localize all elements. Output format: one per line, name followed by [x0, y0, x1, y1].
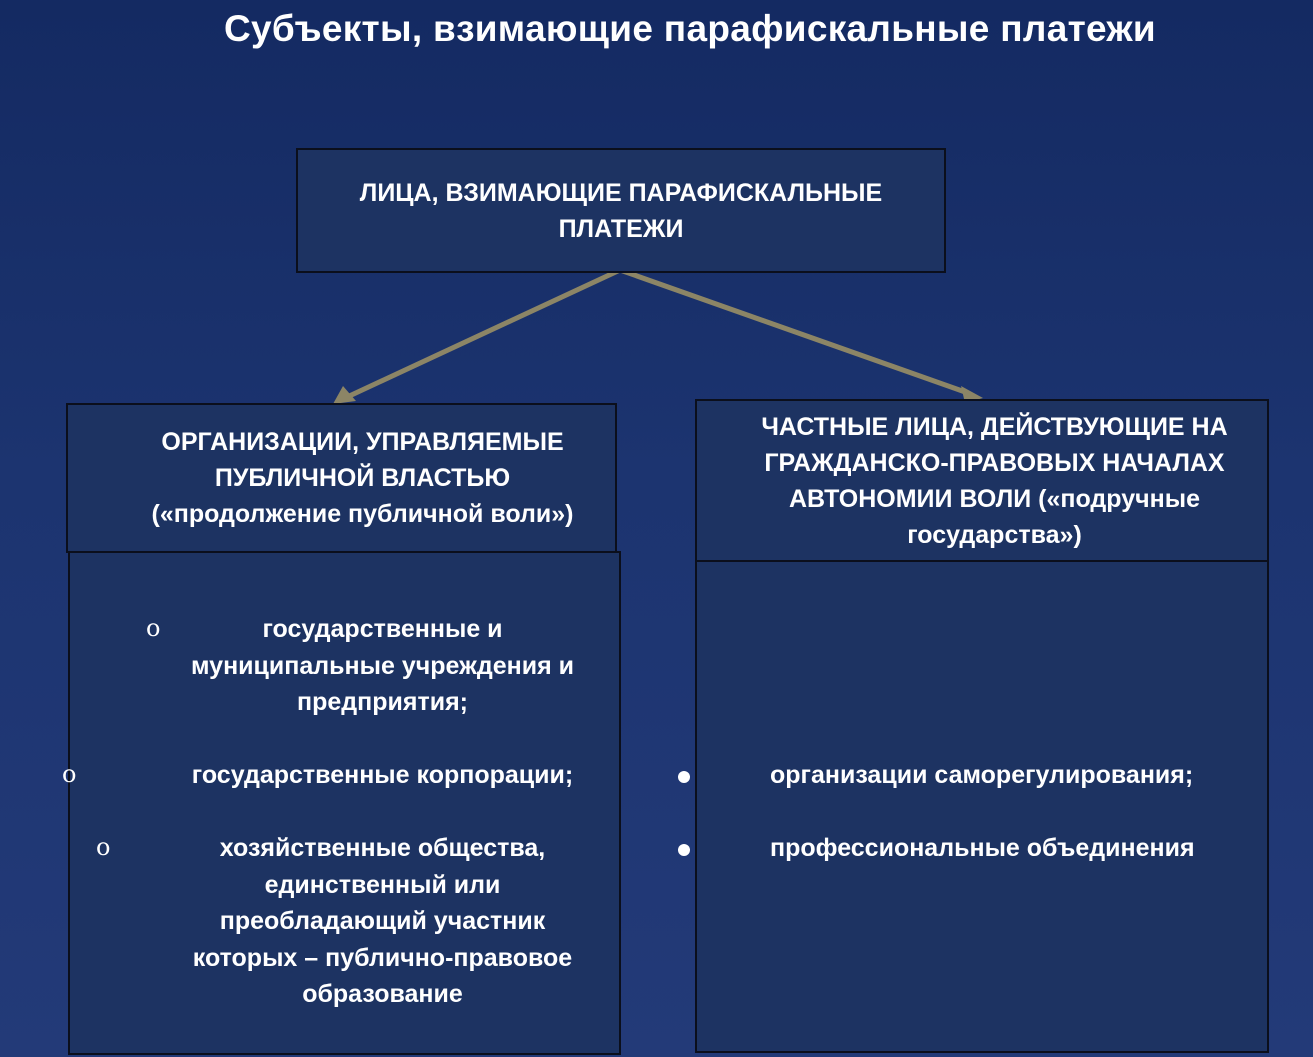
bullet-marker: o [96, 833, 111, 861]
list-item-line: единственный или [264, 870, 501, 899]
bullet-dot [678, 771, 690, 783]
right-heading-line: ГРАЖДАНСКО-ПРАВОВЫХ НАЧАЛАХ [764, 448, 1225, 477]
list-item-line: государственные и [262, 615, 503, 643]
bullet-marker: o [62, 760, 77, 788]
right-heading-line: АВТОНОМИИ ВОЛИ («подручные [788, 484, 1201, 513]
root-node [296, 148, 946, 273]
left-branch-heading [66, 403, 617, 553]
left-heading-line: ПУБЛИЧНОЙ ВЛАСТЬЮ [214, 464, 511, 492]
list-item-line: муниципальные учреждения и [191, 651, 574, 680]
list-item [155, 757, 610, 794]
list-item-line: которых – публично-правовое [192, 943, 573, 972]
arrow-to-right [620, 270, 968, 393]
right-heading-line: государства») [907, 520, 1082, 549]
list-item: организации саморегулирования; [770, 761, 1194, 789]
right-branch-heading [695, 399, 1269, 562]
arrow-to-left [345, 270, 620, 398]
list-item-line: образование [302, 980, 463, 1008]
left-heading-line: («продолжение публичной воли») [151, 500, 574, 528]
right-branch-body [695, 560, 1269, 1053]
list-item-line: хозяйственные общества, [219, 834, 546, 862]
right-heading-line: ЧАСТНЫЕ ЛИЦА, ДЕЙСТВУЮЩИЕ НА [761, 412, 1228, 441]
slide-title: Субъекты, взимающие парафискальные платежи [224, 8, 1156, 49]
list-item: профессиональные объединения [770, 834, 1195, 862]
list-item-line: преобладающий участник [219, 907, 546, 935]
bullet-marker: o [146, 614, 161, 642]
bullet-dot [678, 844, 690, 856]
left-heading-line: ОРГАНИЗАЦИИ, УПРАВЛЯЕМЫЕ [161, 428, 564, 456]
root-node-line: ЛИЦА, ВЗИМАЮЩИЕ ПАРАФИСКАЛЬНЫЕ [359, 178, 883, 207]
root-node-line: ПЛАТЕЖИ [558, 214, 684, 243]
list-item-line: государственные корпорации; [191, 761, 574, 789]
list-item-line: предприятия; [297, 688, 468, 716]
list-item [150, 611, 615, 721]
list-item [145, 830, 620, 1013]
